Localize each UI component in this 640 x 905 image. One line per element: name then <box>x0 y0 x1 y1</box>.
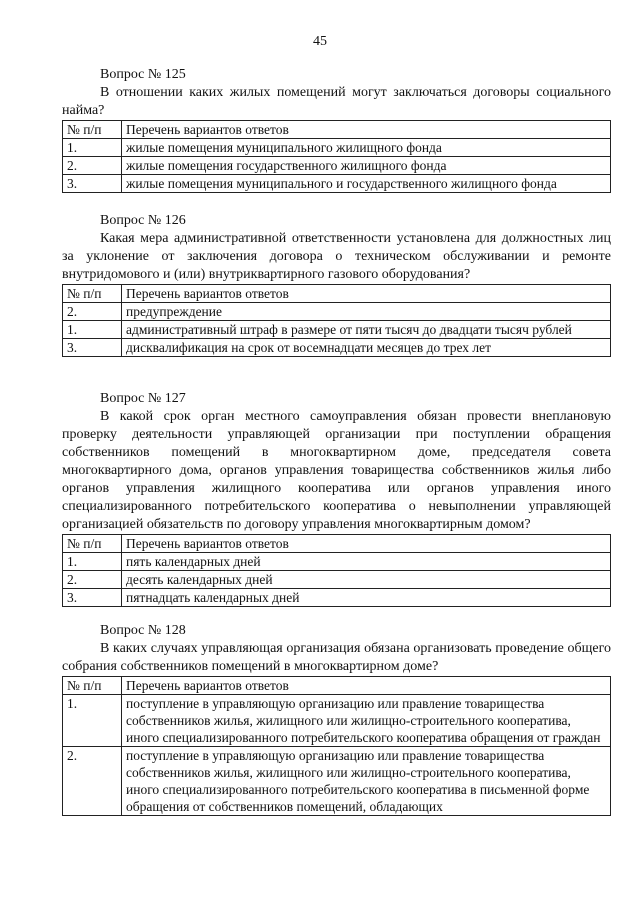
header-num: № п/п <box>63 285 122 303</box>
answer-num: 1. <box>63 695 122 747</box>
answers-table <box>62 284 611 357</box>
answer-num: 1. <box>63 553 122 571</box>
answer-text: предупреждение <box>122 303 611 321</box>
question-128 <box>62 622 611 816</box>
question-text: В каких случаях управляющая организация обязана организовать проведение общего собрания собственников помещений в многоквартирном доме? <box>62 641 611 674</box>
answer-num: 2. <box>63 571 122 589</box>
table-header-row <box>63 121 611 139</box>
table-row <box>63 553 611 571</box>
answer-text: жилые помещения муниципального жилищного фонда <box>122 139 611 157</box>
table-row <box>63 695 611 747</box>
table-row <box>63 589 611 607</box>
question-title: Вопрос № 127 <box>100 391 186 406</box>
table-row <box>63 339 611 357</box>
header-text: Перечень вариантов ответов <box>122 121 611 139</box>
answer-text: жилые помещения государственного жилищного фонда <box>122 157 611 175</box>
question-text: В отношении каких жилых помещений могут заключаться договоры социального найма? <box>62 85 611 118</box>
header-num: № п/п <box>63 677 122 695</box>
answer-text: пять календарных дней <box>122 553 611 571</box>
answer-num: 1. <box>63 139 122 157</box>
table-row <box>63 321 611 339</box>
question-title: Вопрос № 125 <box>100 67 186 82</box>
table-row <box>63 139 611 157</box>
answer-num: 3. <box>63 589 122 607</box>
table-header-row <box>63 535 611 553</box>
header-text: Перечень вариантов ответов <box>122 535 611 553</box>
answer-num: 2. <box>63 157 122 175</box>
header-num: № п/п <box>63 121 122 139</box>
question-text: Какая мера административной ответственности установлена для должностных лиц за уклонение от заключения договора о техническом обслуживании и ремонте внутридомового и (или) внутриквартирного газового оборудования? <box>62 231 611 282</box>
answers-table <box>62 676 611 816</box>
table-row <box>63 175 611 193</box>
answer-num: 3. <box>63 175 122 193</box>
question-125 <box>62 66 611 193</box>
answer-num: 3. <box>63 339 122 357</box>
page-number: 45 <box>313 34 327 49</box>
table-header-row <box>63 285 611 303</box>
question-126 <box>62 212 611 357</box>
table-header-row <box>63 677 611 695</box>
answer-text: десять календарных дней <box>122 571 611 589</box>
question-127 <box>62 390 611 607</box>
answer-num: 2. <box>63 303 122 321</box>
answers-table <box>62 534 611 607</box>
answer-text: поступление в управляющую организацию или правление товарищества собственников жилья, жилищного или жилищно-строительного кооператива, иного специализированного потребительского кооператива в письменной форме обращения от собственников помещений, обладающих <box>122 747 611 816</box>
table-row <box>63 303 611 321</box>
header-text: Перечень вариантов ответов <box>122 677 611 695</box>
answer-num: 1. <box>63 321 122 339</box>
answer-text: поступление в управляющую организацию или правление товарищества собственников жилья, жилищного или жилищно-строительного кооператива, иного специализированного потребительского кооператива обращения от граждан <box>122 695 611 747</box>
table-row <box>63 571 611 589</box>
answer-text: дисквалификация на срок от восемнадцати месяцев до трех лет <box>122 339 611 357</box>
answer-text: административный штраф в размере от пяти тысяч до двадцати тысяч рублей <box>122 321 611 339</box>
question-title: Вопрос № 126 <box>100 213 186 228</box>
question-title: Вопрос № 128 <box>100 623 186 638</box>
answer-text: пятнадцать календарных дней <box>122 589 611 607</box>
table-row <box>63 747 611 816</box>
header-text: Перечень вариантов ответов <box>122 285 611 303</box>
header-num: № п/п <box>63 535 122 553</box>
answers-table <box>62 120 611 193</box>
question-text: В какой срок орган местного самоуправления обязан провести внеплановую проверку деятельности управляющей организации при поступлении обращения собственников помещений в многоквартирном доме, председателя совета многоквартирного дома, органов управления товарищества собственников жилья либо органов управления жилищного кооператива или органов управления иного специализированного потребительского кооператива о невыполнении управляющей организацией обязательств по договору управления многоквартирным домом? <box>62 409 611 532</box>
answer-text: жилые помещения муниципального и государственного жилищного фонда <box>122 175 611 193</box>
answer-num: 2. <box>63 747 122 816</box>
table-row <box>63 157 611 175</box>
